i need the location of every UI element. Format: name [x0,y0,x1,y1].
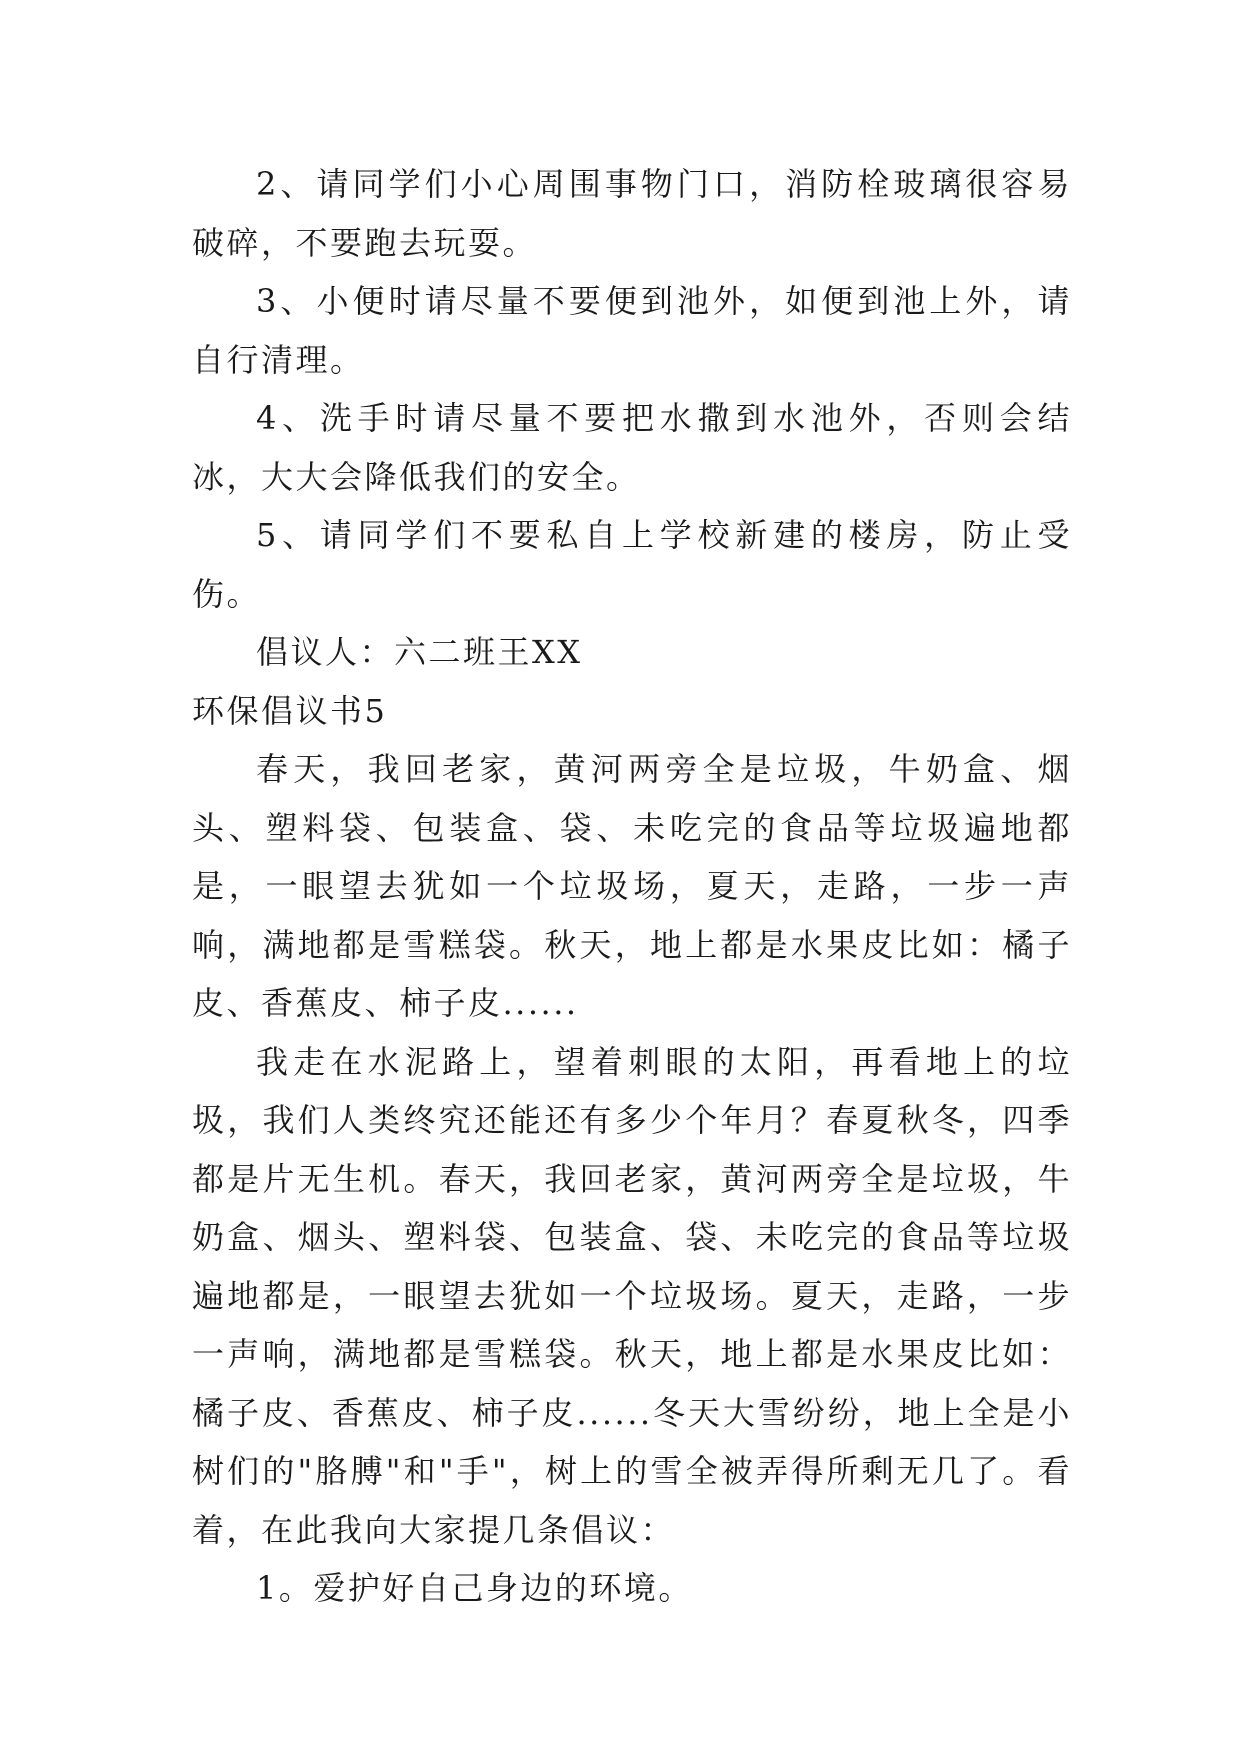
paragraph-item-2: 2、请同学们小心周围事物门口，消防栓玻璃很容易破碎，不要跑去玩耍。 [192,165,1072,262]
paragraph-spring: 春天，我回老家，黄河两旁全是垃圾，牛奶盒、烟头、塑料袋、包装盒、袋、未吃完的食品等垃圾遍地都是，一眼望去犹如一个垃圾场，夏天，走路，一步一声响，满地都是雪糕袋。秋天，地上都是水果皮比如：橘子皮、香蕉皮、柿子皮...... [192,750,1072,1022]
section-heading: 环保倡议书5 [192,691,388,730]
proposal-item-1: 1。爱护好自己身边的环境。 [256,1569,693,1607]
document-body [192,155,1072,1618]
paragraph-item-4: 4、洗手时请尽量不要把水撒到水池外，否则会结冰，大大会降低我们的安全。 [192,399,1072,496]
proposer-line: 倡议人：六二班王XX [256,633,583,671]
paragraph-item-5: 5、请同学们不要私自上学校新建的楼房，防止受伤。 [192,516,1072,613]
paragraph-walking: 我走在水泥路上，望着刺眼的太阳，再看地上的垃圾，我们人类终究还能还有多少个年月？春夏秋冬，四季都是片无生机。春天，我回老家，黄河两旁全是垃圾，牛奶盒、烟头、塑料袋、包装盒、袋、未吃完的食品等垃圾遍地都是，一眼望去犹如一个垃圾场。夏天，走路，一步一声响，满地都是雪糕袋。秋天，地上都是水果皮比如：橘子皮、香蕉皮、柿子皮......冬天大雪纷纷，地上全是小树们的"胳膊"和"手"，树上的雪全被弄得所剩无几了。看着，在此我向大家提几条倡议： [192,1042,1072,1549]
paragraph-item-3: 3、小便时请尽量不要便到池外，如便到池上外，请自行清理。 [192,282,1072,379]
